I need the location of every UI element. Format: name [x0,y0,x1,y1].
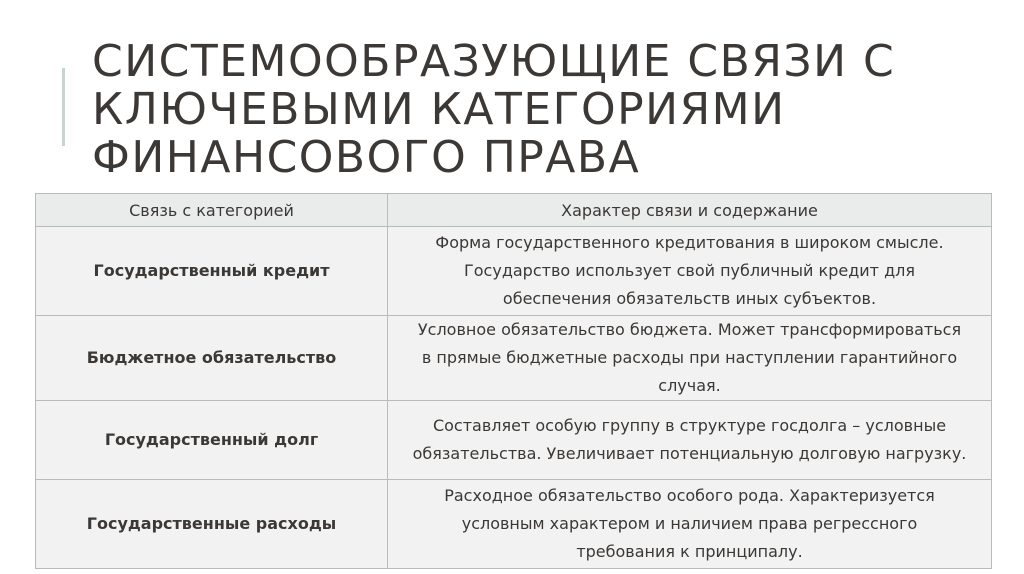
table-row [36,401,992,480]
description-line: требования к принципалу. [576,542,803,561]
table-row [36,316,992,401]
description-line: обеспечения обязательств иных субъектов. [502,289,877,308]
description-cell [388,480,992,569]
description-line: случая. [658,376,721,395]
header-category: Связь с категорией [36,194,388,227]
header-description: Характер связи и содержание [388,194,992,227]
title-line: СИСТЕМООБРАЗУЮЩИЕ СВЯЗИ С [92,36,896,87]
table-row [36,227,992,316]
category-cell: Государственные расходы [36,480,388,569]
description-cell [388,401,992,480]
description-line: Составляет особую группу в структуре госдолга – условные [432,416,947,435]
category-cell: Бюджетное обязательство [36,316,388,401]
title-line: ФИНАНСОВОГО ПРАВА [92,132,641,183]
table-row [36,480,992,569]
description-cell [388,316,992,401]
description-line: Расходное обязательство особого рода. Характеризуется [444,486,935,505]
description-line: Форма государственного кредитования в широком смысле. [435,233,944,252]
description-line: условным характером и наличием права регрессного [461,514,918,533]
categories-table [35,193,992,569]
category-cell: Государственный кредит [36,227,388,316]
title-accent-bar [62,68,65,146]
description-line: обязательства. Увеличивает потенциальную долговую нагрузку. [412,444,967,463]
table-header-row [36,194,992,227]
category-cell: Государственный долг [36,401,388,480]
description-line: Условное обязательство бюджета. Может трансформироваться [417,320,962,339]
description-line: Государство использует свой публичный кредит для [464,261,915,280]
slide-title [92,38,992,182]
title-line: КЛЮЧЕВЫМИ КАТЕГОРИЯМИ [92,84,786,135]
description-cell [388,227,992,316]
description-line: в прямые бюджетные расходы при наступлении гарантийного [421,348,958,367]
